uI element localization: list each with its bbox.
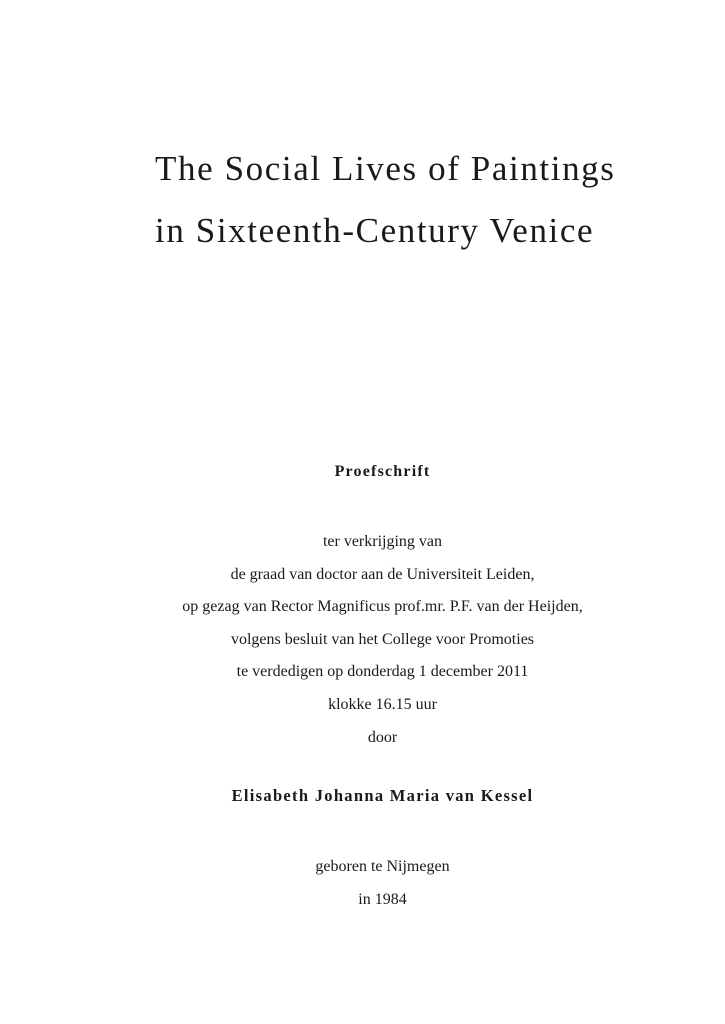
birth-year: in 1984: [358, 891, 407, 908]
author-name: Elisabeth Johanna Maria van Kessel: [231, 786, 534, 805]
details-line: de graad van doctor aan de Universiteit Leiden,: [230, 565, 535, 583]
thesis-label: Proefschrift: [334, 463, 431, 480]
details-line: ter verkrijging van: [322, 533, 443, 550]
details-line: door: [367, 728, 398, 746]
book-title: [155, 138, 675, 262]
title-line-2: in Sixteenth-Century Venice: [155, 211, 595, 250]
title-line-1: The Social Lives of Paintings: [155, 149, 616, 188]
details-line: klokke 16.15 uur: [328, 695, 437, 713]
details-line: te verdedigen op donderdag 1 december 2011: [236, 663, 529, 681]
birth-info: [0, 850, 725, 916]
details-line: op gezag van Rector Magnificus prof.mr. P.F. van der Heijden,: [182, 598, 583, 616]
birth-place: geboren te Nijmegen: [315, 858, 450, 875]
thesis-details: [0, 526, 725, 754]
details-line: volgens besluit van het College voor Promoties: [230, 630, 535, 648]
